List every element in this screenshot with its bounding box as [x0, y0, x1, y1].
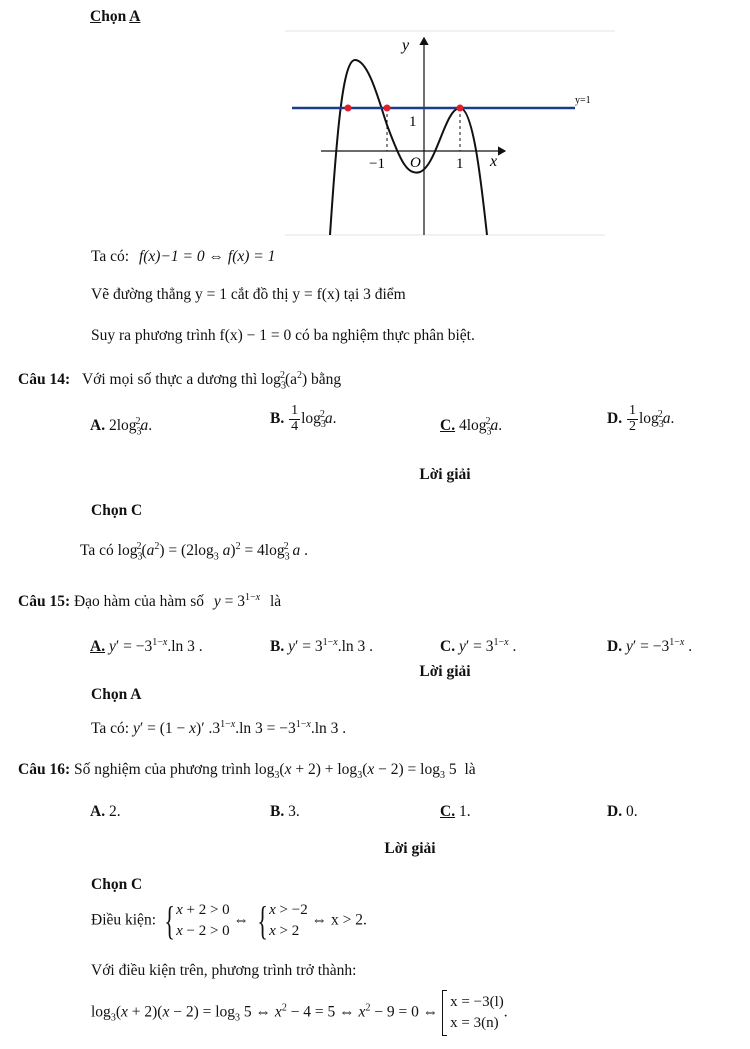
- choose-answer-13: Chọn A: [90, 8, 141, 25]
- q15-option-d[interactable]: D. $y' = -3^{1-x}$ .: [607, 637, 693, 656]
- q15-option-b[interactable]: B. $y' = 3^{1-x}.\ln$ 3 .: [270, 637, 374, 656]
- q16-option-c-letter: C.: [440, 803, 456, 820]
- q16-option-d-text: 0.: [625, 803, 638, 820]
- question-15-text: Đạo hàm của hàm số: [73, 593, 204, 611]
- q14-option-c-text: 4log: [458, 417, 487, 435]
- q15-choose: Chọn A: [91, 686, 142, 703]
- q15-option-c-letter: C.: [440, 638, 456, 656]
- intersection-point: [457, 105, 464, 112]
- q14-option-c[interactable]: C. $4\log_3^2a$.: [440, 416, 503, 438]
- question-14-tail: bằng: [307, 371, 342, 389]
- sol13-line3: Suy ra phương trình f(x) − 1 = 0 có ba nghiệm thực phân biệt.: [91, 327, 475, 344]
- q14-option-a-text: 2log: [108, 417, 137, 435]
- q16-choose: Chọn C: [91, 876, 143, 893]
- q16-option-a-letter: A.: [90, 803, 106, 820]
- q15-work: Ta có: y′ = (1 − x)′ $.3^{1-x}.\ln$ $3 = -3^{1-x}.\ln$ 3 .: [91, 719, 347, 738]
- tick-label-1: 1: [456, 156, 464, 172]
- q14-option-b-text: log: [301, 409, 321, 427]
- q16-condition-tail: ⇔ x > 2.: [311, 911, 367, 929]
- q14-option-a-letter: A.: [90, 417, 106, 435]
- q16-option-c-text: 1.: [458, 803, 471, 820]
- q16-option-c[interactable]: [440, 803, 471, 821]
- q14-solution-title: Lời giải: [419, 466, 471, 483]
- question-14-label: Câu 14:: [18, 371, 71, 389]
- q14-option-b-num: 1: [291, 403, 299, 418]
- q15-option-b-letter: B.: [270, 638, 285, 656]
- q14-option-d-letter: D.: [607, 409, 623, 427]
- x-axis-label: x: [490, 153, 498, 170]
- q14-option-c-letter: C.: [440, 417, 456, 435]
- q14-work-label: Ta có: [80, 542, 114, 560]
- question-16-tail: là: [464, 761, 476, 778]
- sol13-line1-math: f(x)−1 = 0 ⇔ f(x) = 1: [138, 248, 276, 265]
- q16-final-root1: x = −3(l): [450, 994, 504, 1010]
- q16-line-after: Với điều kiện trên, phương trình trở thành:: [91, 962, 357, 979]
- q16-option-a-text: 2.: [108, 803, 121, 820]
- q16-option-d-letter: D.: [607, 803, 623, 820]
- sol13-line1-label: Ta có:: [91, 248, 130, 265]
- q15-solution-title: Lời giải: [419, 663, 471, 680]
- q14-option-b-den: 4: [291, 418, 299, 434]
- q14-option-d[interactable]: D. $\frac{1}{2}$ $\log_3^2a$.: [607, 403, 675, 434]
- q14-work: Ta có $\log_3^2(a^2) = (2\log_3$ $a)^2 = 4\log_3^2$ a .: [80, 541, 308, 563]
- tick-label-neg1: −1: [369, 156, 385, 172]
- y-axis-label: y: [402, 37, 410, 54]
- question-16-label: Câu 16:: [18, 761, 71, 778]
- question-15-label: Câu 15:: [18, 593, 71, 611]
- q15-option-a-letter: A.: [90, 638, 106, 656]
- q16-option-b-text: 3.: [288, 803, 300, 820]
- q16-final: $\log_3(x + 2)(x - 2) = \log_3 5$ ⇔ $x^2 - 4 = 5$ ⇔ $x^2 - 9 = 0$ ⇔ x = −3(l) x = 3(n).: [91, 990, 508, 1036]
- q15-option-c[interactable]: C. $y' = 3^{1-x}$ .: [440, 637, 517, 656]
- q14-option-b[interactable]: B. $\frac{1}{4}$ $\log_3^2a$.: [270, 403, 337, 434]
- question-14-text: Với mọi số thực a dương thì log: [81, 371, 281, 389]
- q15-option-a[interactable]: A. $y' = -3^{1-x}.\ln$ 3 .: [90, 637, 203, 656]
- q14-choose: Chọn C: [91, 502, 143, 519]
- q16-option-b[interactable]: [270, 803, 300, 821]
- function-curve: [330, 60, 487, 235]
- q16-condition-label: Điều kiện:: [91, 911, 156, 929]
- q16-solution-title: Lời giải: [384, 840, 436, 857]
- q16-option-a[interactable]: [90, 803, 121, 821]
- sol13-line2: Vẽ đường thẳng y = 1 cắt đồ thị y = f(x) tại 3 điểm: [91, 286, 406, 303]
- function-graph: [285, 30, 615, 238]
- q14-option-d-text: log: [638, 409, 659, 427]
- line-label: y=1: [575, 95, 591, 106]
- q15-option-d-letter: D.: [607, 638, 623, 656]
- q16-final-root2: x = 3(n): [450, 1015, 499, 1031]
- q14-option-d-den: 2: [628, 418, 636, 434]
- q14-option-d-num: 1: [628, 403, 636, 418]
- q14-option-a[interactable]: A. $2\log_3^2a$.: [90, 416, 153, 438]
- question-15: Câu 15: Đạo hàm của hàm số $y = 3^{1-x}$ là: [18, 592, 282, 611]
- origin-label: O: [410, 155, 421, 171]
- question-16-text: Số nghiệm của phương trình: [73, 761, 251, 778]
- q16-option-b-letter: B.: [270, 803, 285, 820]
- question-15-tail: là: [269, 593, 282, 611]
- intersection-point: [384, 105, 391, 112]
- sol13-line1: [91, 248, 275, 266]
- q14-option-b-letter: B.: [270, 409, 285, 427]
- q15-work-label: Ta có:: [91, 720, 130, 738]
- question-16: Câu 16: Số nghiệm của phương trình $\log_3(x + 2) + \log_3(x - 2) = \log_3 5$ là: [18, 761, 476, 782]
- q16-condition: Điều kiện: {x + 2 > 0 x − 2 > 0 ⇔ {x > −2 x > 2 ⇔ x > 2.: [91, 898, 367, 943]
- question-14: Câu 14: Với mọi số thực a dương thì $\log_3^2(a^2)$ bằng: [18, 370, 342, 392]
- intersection-point: [345, 105, 352, 112]
- y-tick-label-1: 1: [409, 114, 417, 130]
- q16-option-d[interactable]: [607, 803, 638, 821]
